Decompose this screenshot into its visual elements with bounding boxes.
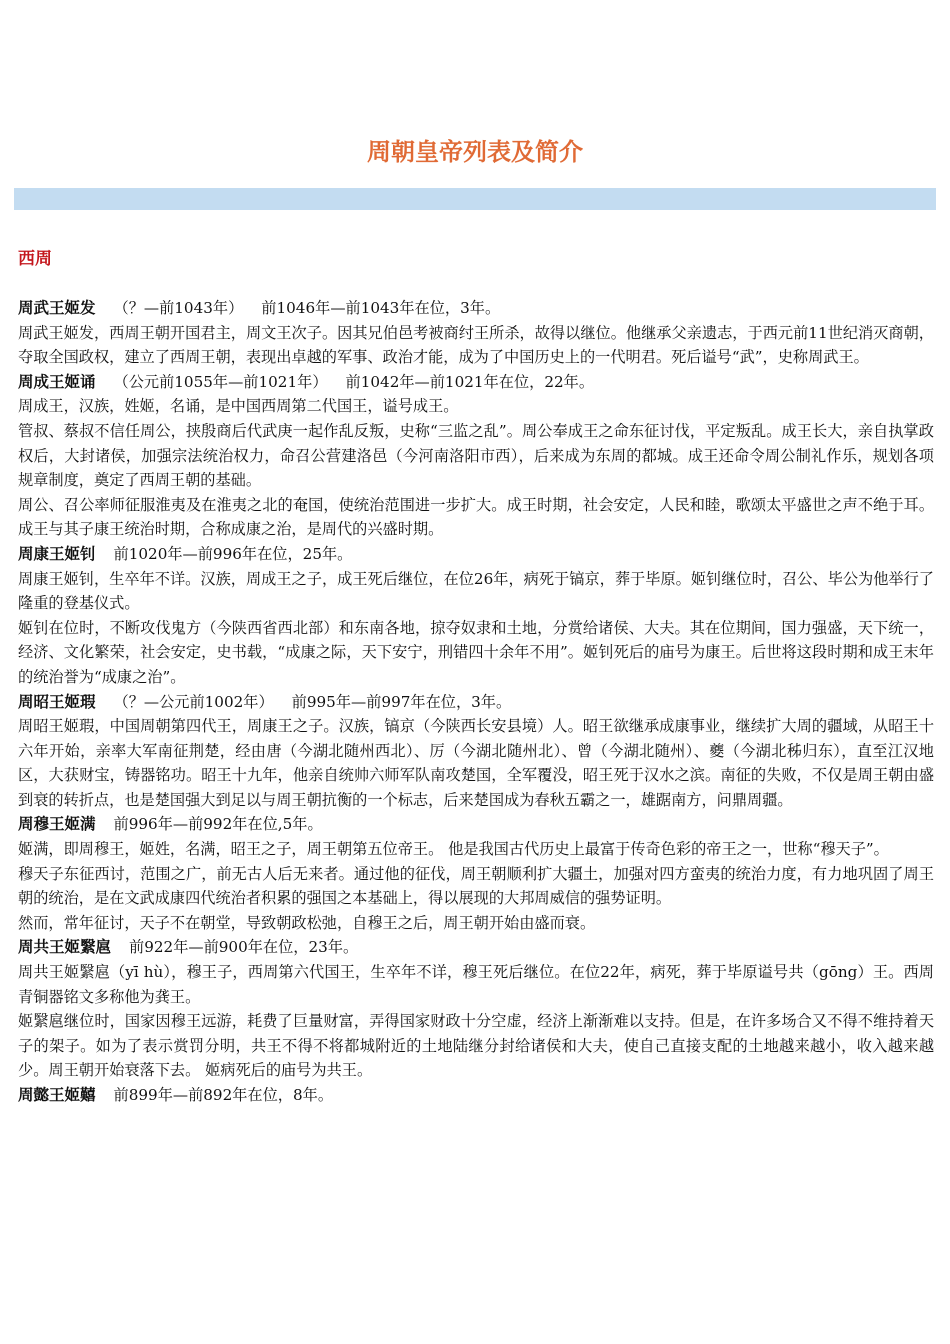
king-description: 管叔、蔡叔不信任周公，挟殷商后代武庚一起作乱反叛，史称“三监之乱”。周公奉成王之命东征讨伐，平定叛乱。成王长大，亲自执掌政权后，大封诸侯，加强宗法统治权力，命召公营建洛邑（今河南洛阳市西），后来成为东周的都城。成王还命令周公制礼作乐，规划各项规章制度，奠定了西周王朝的基础。	[18, 421, 934, 490]
king-lifespan: （？—公元前1002年）	[113, 692, 274, 711]
king-heading	[18, 542, 934, 567]
king-name: 周康王姬钊	[18, 544, 96, 563]
king-reign: 前1020年—前996年在位，25年。	[113, 544, 353, 563]
king-heading	[18, 370, 934, 395]
king-heading	[18, 935, 934, 960]
king-reign: 前922年—前900年在位，23年。	[129, 938, 359, 957]
king-entry	[18, 296, 934, 370]
section-heading: 西周	[18, 249, 52, 269]
king-reign: 前899年—前892年在位，8年。	[113, 1086, 334, 1104]
king-name: 周成王姬诵	[18, 372, 96, 391]
king-name: 周懿王姬囏	[18, 1086, 96, 1104]
king-description: 周昭王姬瑕，中国周朝第四代王，周康王之子。汉族，镐京（今陕西长安县境）人。昭王欲继承成康事业，继续扩大周的疆域，从昭王十六年开始，亲率大军南征荆楚，经由唐（今湖北随州西北）、厉（今湖北随州北）、曾（今湖北随州）、夔（今湖北秭归东），直至江汉地区，大获财宝，铸器铭功。昭王十九年，他亲自统帅六师军队南攻楚国，全军覆没，昭王死于汉水之滨。南征的失败，不仅是周王朝由盛到衰的转折点，也是楚国强大到足以与周王朝抗衡的一个标志，后来楚国成为春秋五霸之一，雄踞南方，问鼎周疆。	[18, 717, 934, 809]
king-lifespan: （公元前1055年—前1021年）	[113, 372, 328, 391]
page-title: 周朝皇帝列表及简介	[367, 138, 583, 166]
title-divider-bar	[14, 188, 936, 210]
king-heading	[18, 1083, 934, 1108]
king-description: 穆天子东征西讨，范围之广，前无古人后无来者。通过他的征伐，周王朝顺利扩大疆土，加强对四方蛮夷的统治力度，有力地巩固了周王朝的统治，是在文武成康四代统治者积累的强国之本基础上，得以展现的大邦周威信的强势证明。	[18, 864, 934, 908]
king-description: 周成王，汉族，姓姬，名诵，是中国西周第二代国王，谥号成王。	[18, 397, 459, 416]
king-description: 姬繄扈继位时，国家因穆王远游，耗费了巨量财富，弄得国家财政十分空虚，经济上渐渐难以支持。但是，在许多场合又不得不维持着天子的架子。如为了表示赏罚分明，共王不得不将都城附近的土地陆继分封给诸侯和大夫，使自己直接支配的土地越来越小，收入越来越少。周王朝开始衰落下去。 姬病死后的庙号为共王。	[18, 1012, 934, 1080]
king-heading	[18, 296, 934, 321]
king-reign: 前995年—前997年在位，3年。	[291, 692, 512, 711]
king-entry	[18, 370, 934, 542]
king-description: 周共王姬繄扈（yī hù），穆王子，西周第六代国王，生卒年不详，穆王死后继位。在位22年，病死，葬于毕原谥号共（gōng）王。西周青铜器铭文多称他为龚王。	[18, 963, 934, 1006]
king-entry	[18, 690, 934, 813]
king-name: 周武王姬发	[18, 299, 96, 317]
king-entry	[18, 1083, 934, 1108]
king-description: 周康王姬钊，生卒年不详。汉族，周成王之子，成王死后继位，在位26年，病死于镐京，葬于毕原。姬钊继位时，召公、毕公为他举行了隆重的登基仪式。	[18, 569, 934, 613]
king-description: 周公、召公率师征服淮夷及在淮夷之北的奄国，使统治范围进一步扩大。成王时期，社会安定，人民和睦，歌颂太平盛世之声不绝于耳。成王与其子康王统治时期，合称成康之治，是周代的兴盛时期。	[18, 495, 934, 539]
document-body	[18, 296, 934, 1108]
king-reign: 前1042年—前1021年在位，22年。	[345, 372, 595, 391]
king-reign: 前1046年—前1043年在位，3年。	[261, 299, 501, 317]
king-entry	[18, 935, 934, 1083]
king-lifespan: （？—前1043年）	[113, 299, 244, 317]
king-description: 然而，常年征讨，天子不在朝堂，导致朝政松弛，自穆王之后，周王朝开始由盛而衰。	[18, 913, 596, 932]
king-name: 周穆王姬满	[18, 815, 96, 834]
king-heading	[18, 812, 934, 837]
king-reign: 前996年—前992年在位,5年。	[113, 815, 323, 834]
king-name: 周共王姬繄扈	[18, 938, 112, 957]
king-description: 姬钊在位时，不断攻伐鬼方（今陕西省西北部）和东南各地，掠夺奴隶和土地，分赏给诸侯、大夫。其在位期间，国力强盛，天下统一，经济、文化繁荣，社会安定，史书载，“成康之际，天下安宁，刑错四十余年不用”。姬钊死后的庙号为康王。后世将这段时期和成王末年的统治誉为“成康之治”。	[18, 618, 934, 686]
king-entry	[18, 812, 934, 935]
king-description: 周武王姬发，西周王朝开国君主，周文王次子。因其兄伯邑考被商纣王所杀，故得以继位。他继承父亲遗志，于西元前11世纪消灭商朝，夺取全国政权，建立了西周王朝，表现出卓越的军事、政治才能，成为了中国历史上的一代明君。死后谥号“武”，史称周武王。	[18, 323, 934, 367]
king-entry	[18, 542, 934, 690]
king-name: 周昭王姬瑕	[18, 692, 96, 711]
king-heading	[18, 690, 934, 715]
king-description: 姬满，即周穆王，姬姓，名满，昭王之子，周王朝第五位帝王。 他是我国古代历史上最富于传奇色彩的帝王之一，世称“穆天子”。	[18, 840, 889, 859]
